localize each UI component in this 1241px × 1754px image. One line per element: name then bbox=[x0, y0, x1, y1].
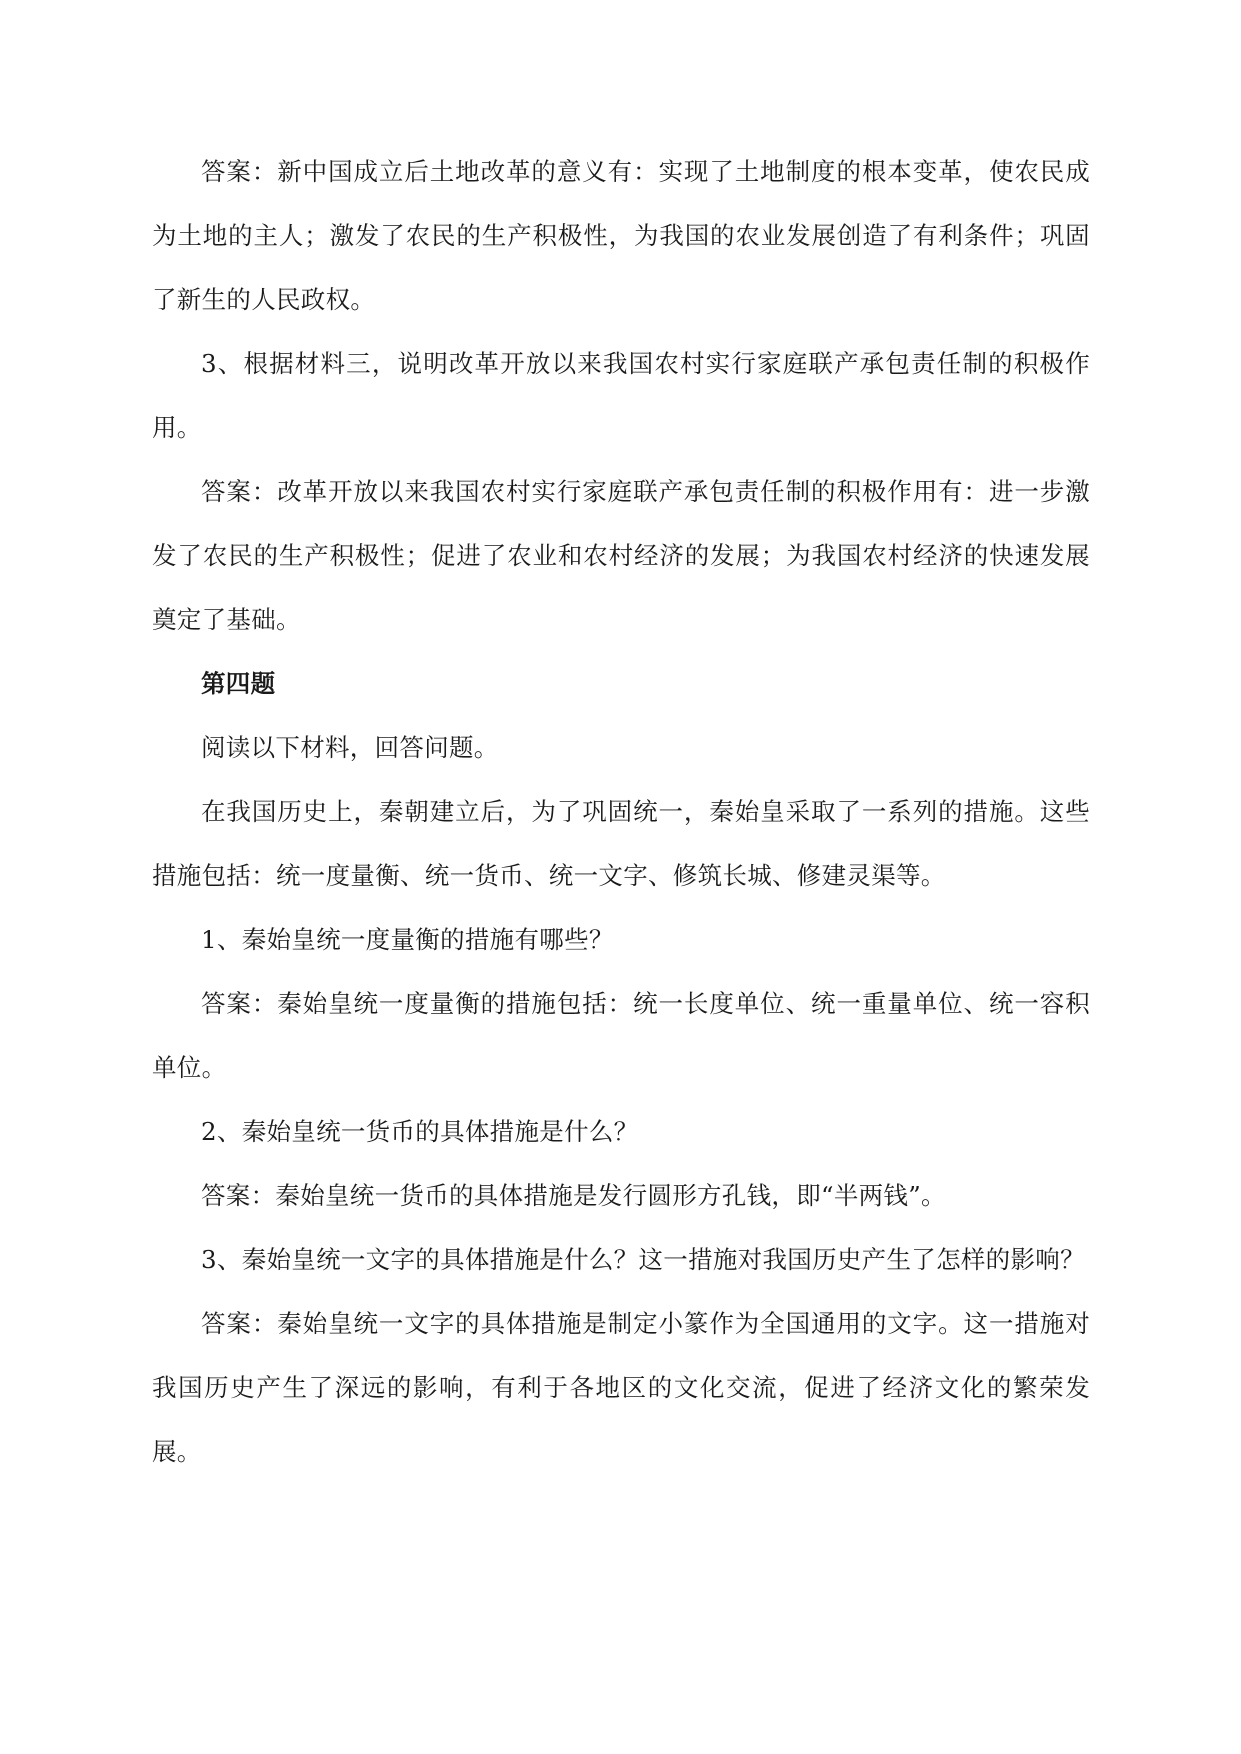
section-4-heading: 第四题 bbox=[201, 669, 276, 698]
answer-3-material-3: 答案：改革开放以来我国农村实行家庭联产承包责任制的积极作用有：进一步激发了农民的生产积极性；促进了农业和农村经济的发展；为我国农村经济的快速发展奠定了基础。 bbox=[152, 477, 1090, 634]
section-4-instruction: 阅读以下材料，回答问题。 bbox=[201, 733, 499, 762]
answer-2: 答案：秦始皇统一货币的具体措施是发行圆形方孔钱，即“半两钱”。 bbox=[201, 1181, 946, 1210]
answer-1: 答案：秦始皇统一度量衡的措施包括：统一长度单位、统一重量单位、统一容积单位。 bbox=[152, 989, 1090, 1082]
question-3-material-3: 3、根据材料三，说明改革开放以来我国农村实行家庭联产承包责任制的积极作用。 bbox=[152, 349, 1090, 442]
question-2: 2、秦始皇统一货币的具体措施是什么？ bbox=[201, 1117, 639, 1146]
document-body bbox=[152, 140, 1090, 1484]
answer-land-reform: 答案：新中国成立后土地改革的意义有：实现了土地制度的根本变革，使农民成为土地的主人；激发了农民的生产积极性，为我国的农业发展创造了有利条件；巩固了新生的人民政权。 bbox=[152, 157, 1090, 314]
question-3: 3、秦始皇统一文字的具体措施是什么？这一措施对我国历史产生了怎样的影响？ bbox=[201, 1245, 1085, 1274]
section-4-material: 在我国历史上，秦朝建立后，为了巩固统一，秦始皇采取了一系列的措施。这些措施包括：统一度量衡、统一货币、统一文字、修筑长城、修建灵渠等。 bbox=[152, 797, 1090, 890]
question-1: 1、秦始皇统一度量衡的措施有哪些？ bbox=[201, 925, 614, 954]
answer-3: 答案：秦始皇统一文字的具体措施是制定小篆作为全国通用的文字。这一措施对我国历史产生了深远的影响，有利于各地区的文化交流，促进了经济文化的繁荣发展。 bbox=[152, 1309, 1090, 1466]
